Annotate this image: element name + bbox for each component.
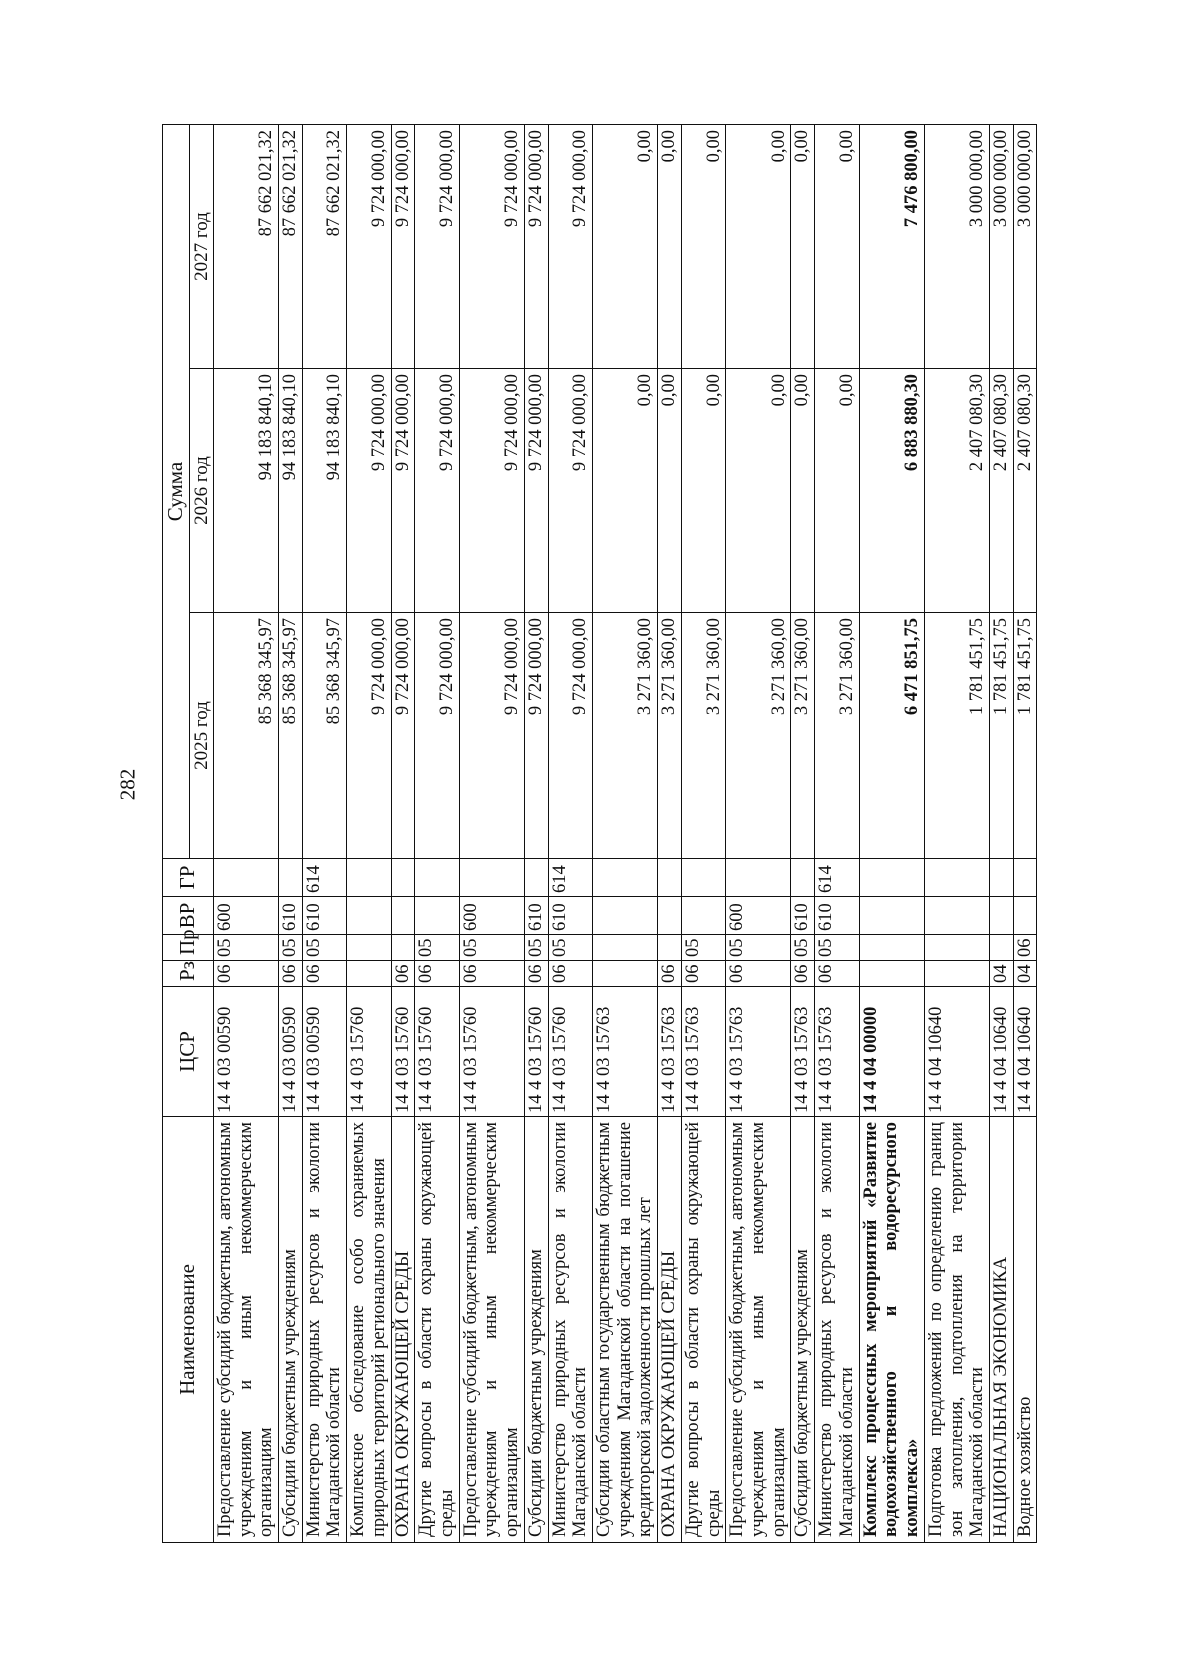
header-gr: ГР	[163, 859, 214, 897]
table-row	[415, 124, 459, 1542]
cell-csr: 14 4 03 15763	[791, 987, 815, 1117]
cell-amount-2026: 94 183 840,10	[278, 369, 302, 613]
table-row	[726, 124, 791, 1542]
cell-gr: 614	[302, 859, 346, 897]
cell-amount-2027: 9 724 000,00	[459, 124, 524, 368]
cell-name: Водное хозяйство	[1013, 1117, 1037, 1543]
cell-name: Министерство природных ресурсов и экологии Магаданской области	[548, 1117, 592, 1543]
table-body	[213, 124, 1037, 1542]
table-row	[815, 124, 859, 1542]
cell-amount-2025: 3 271 360,00	[726, 613, 791, 859]
table-row	[681, 124, 725, 1542]
cell-amount-2025: 9 724 000,00	[415, 613, 459, 859]
table-row	[658, 124, 682, 1542]
cell-gr	[415, 859, 459, 897]
cell-gr	[459, 859, 524, 897]
cell-amount-2025: 9 724 000,00	[459, 613, 524, 859]
cell-pr	[658, 935, 682, 961]
table-row	[593, 124, 658, 1542]
cell-vr	[391, 897, 415, 935]
cell-pr: 05	[548, 935, 592, 961]
cell-rz	[347, 961, 391, 987]
cell-amount-2026: 9 724 000,00	[391, 369, 415, 613]
cell-pr: 06	[1013, 935, 1037, 961]
cell-pr	[989, 935, 1013, 961]
cell-amount-2025: 85 368 345,97	[302, 613, 346, 859]
cell-pr: 05	[791, 935, 815, 961]
cell-amount-2027: 3 000 000,00	[924, 124, 989, 368]
table-row	[524, 124, 548, 1542]
cell-amount-2027: 3 000 000,00	[1013, 124, 1037, 368]
table-row	[347, 124, 391, 1542]
cell-gr	[347, 859, 391, 897]
table-row	[548, 124, 592, 1542]
cell-name: Субсидии бюджетным учреждениям	[524, 1117, 548, 1543]
cell-vr	[347, 897, 391, 935]
cell-amount-2026: 9 724 000,00	[548, 369, 592, 613]
cell-amount-2026: 2 407 080,30	[924, 369, 989, 613]
cell-csr: 14 4 04 10640	[1013, 987, 1037, 1117]
cell-amount-2027: 87 662 021,32	[213, 124, 278, 368]
cell-csr: 14 4 03 00590	[213, 987, 278, 1117]
cell-pr	[859, 935, 924, 961]
cell-pr: 05	[459, 935, 524, 961]
cell-rz: 04	[989, 961, 1013, 987]
cell-vr	[658, 897, 682, 935]
cell-csr: 14 4 03 15760	[347, 987, 391, 1117]
cell-csr: 14 4 04 10640	[989, 987, 1013, 1117]
cell-csr: 14 4 03 00590	[302, 987, 346, 1117]
cell-vr	[859, 897, 924, 935]
cell-amount-2025: 6 471 851,75	[859, 613, 924, 859]
cell-vr	[415, 897, 459, 935]
cell-rz: 06	[548, 961, 592, 987]
cell-name: Комплексное обследование особо охраняемых природных территорий регионального значения	[347, 1117, 391, 1543]
cell-name: Министерство природных ресурсов и экологии Магаданской области	[815, 1117, 859, 1543]
cell-vr: 600	[459, 897, 524, 935]
cell-vr	[924, 897, 989, 935]
page-number: 282	[115, 768, 140, 801]
cell-amount-2026: 9 724 000,00	[524, 369, 548, 613]
cell-csr: 14 4 03 15763	[815, 987, 859, 1117]
table-row	[278, 124, 302, 1542]
cell-rz: 06	[681, 961, 725, 987]
cell-name: Субсидии бюджетным учреждениям	[791, 1117, 815, 1543]
cell-amount-2027: 9 724 000,00	[524, 124, 548, 368]
cell-amount-2026: 0,00	[658, 369, 682, 613]
cell-rz: 06	[524, 961, 548, 987]
cell-amount-2026: 9 724 000,00	[415, 369, 459, 613]
cell-pr	[924, 935, 989, 961]
cell-amount-2027: 9 724 000,00	[548, 124, 592, 368]
header-year-2027: 2027 год	[189, 124, 213, 368]
cell-rz: 06	[415, 961, 459, 987]
cell-gr	[726, 859, 791, 897]
cell-gr	[791, 859, 815, 897]
table-row	[989, 124, 1013, 1542]
cell-amount-2027: 87 662 021,32	[278, 124, 302, 368]
table-row	[791, 124, 815, 1542]
cell-csr: 14 4 03 15760	[391, 987, 415, 1117]
cell-amount-2027: 87 662 021,32	[302, 124, 346, 368]
cell-amount-2025: 85 368 345,97	[213, 613, 278, 859]
cell-pr	[391, 935, 415, 961]
cell-name: Субсидии бюджетным учреждениям	[278, 1117, 302, 1543]
cell-amount-2027: 3 000 000,00	[989, 124, 1013, 368]
cell-amount-2025: 3 271 360,00	[593, 613, 658, 859]
header-year-2026: 2026 год	[189, 369, 213, 613]
cell-gr	[989, 859, 1013, 897]
cell-rz: 06	[213, 961, 278, 987]
cell-gr	[391, 859, 415, 897]
cell-csr: 14 4 03 15763	[726, 987, 791, 1117]
cell-amount-2027: 0,00	[815, 124, 859, 368]
cell-gr	[1013, 859, 1037, 897]
cell-amount-2026: 2 407 080,30	[1013, 369, 1037, 613]
cell-amount-2027: 7 476 800,00	[859, 124, 924, 368]
cell-amount-2027: 9 724 000,00	[347, 124, 391, 368]
cell-amount-2027: 0,00	[658, 124, 682, 368]
cell-rz: 06	[658, 961, 682, 987]
cell-amount-2026: 9 724 000,00	[347, 369, 391, 613]
cell-csr: 14 4 03 15763	[681, 987, 725, 1117]
cell-amount-2025: 9 724 000,00	[347, 613, 391, 859]
cell-name: Предоставление субсидий бюджетным, автономным учреждениям и иным некоммерческим организациям	[726, 1117, 791, 1543]
cell-amount-2025: 9 724 000,00	[548, 613, 592, 859]
table-row	[459, 124, 524, 1542]
cell-gr	[524, 859, 548, 897]
cell-amount-2025: 9 724 000,00	[524, 613, 548, 859]
cell-name: Предоставление субсидий бюджетным, автономным учреждениям и иным некоммерческим организациям	[459, 1117, 524, 1543]
cell-vr	[1013, 897, 1037, 935]
cell-vr	[593, 897, 658, 935]
cell-csr: 14 4 03 15763	[593, 987, 658, 1117]
cell-name: Подготовка предложений по определению границ зон затопления, подтопления на территории Магаданской области	[924, 1117, 989, 1543]
cell-gr	[859, 859, 924, 897]
cell-gr	[278, 859, 302, 897]
cell-csr: 14 4 03 00590	[278, 987, 302, 1117]
cell-name: Комплекс процессных мероприятий «Развитие водохозяйственного и водоресурсного комплекса»	[859, 1117, 924, 1543]
cell-amount-2026: 0,00	[593, 369, 658, 613]
cell-csr: 14 4 03 15763	[658, 987, 682, 1117]
cell-amount-2025: 1 781 451,75	[989, 613, 1013, 859]
cell-gr	[213, 859, 278, 897]
cell-vr	[681, 897, 725, 935]
cell-name: Другие вопросы в области охраны окружающей среды	[415, 1117, 459, 1543]
table-row	[924, 124, 989, 1542]
cell-amount-2026: 0,00	[791, 369, 815, 613]
cell-rz: 06	[391, 961, 415, 987]
cell-vr: 610	[791, 897, 815, 935]
cell-pr: 05	[726, 935, 791, 961]
table-row	[391, 124, 415, 1542]
cell-rz: 06	[302, 961, 346, 987]
cell-rz	[924, 961, 989, 987]
cell-csr: 14 4 03 15760	[459, 987, 524, 1117]
cell-vr: 610	[302, 897, 346, 935]
cell-gr	[658, 859, 682, 897]
cell-amount-2027: 0,00	[593, 124, 658, 368]
cell-amount-2027: 0,00	[726, 124, 791, 368]
header-vr: ВР	[163, 897, 214, 935]
cell-vr: 610	[278, 897, 302, 935]
cell-amount-2025: 9 724 000,00	[391, 613, 415, 859]
header-rz: Рз	[163, 961, 214, 987]
cell-pr: 05	[278, 935, 302, 961]
cell-rz: 06	[791, 961, 815, 987]
table-row	[213, 124, 278, 1542]
cell-vr	[989, 897, 1013, 935]
table-row	[302, 124, 346, 1542]
cell-amount-2026: 0,00	[681, 369, 725, 613]
table-row	[1013, 124, 1037, 1542]
cell-name: ОХРАНА ОКРУЖАЮЩЕЙ СРЕДЫ	[391, 1117, 415, 1543]
budget-table	[162, 124, 1037, 1543]
cell-name: Другие вопросы в области охраны окружающей среды	[681, 1117, 725, 1543]
cell-pr	[593, 935, 658, 961]
header-csr: ЦСР	[163, 987, 214, 1117]
cell-pr: 05	[524, 935, 548, 961]
cell-rz: 06	[278, 961, 302, 987]
cell-pr: 05	[415, 935, 459, 961]
cell-name: ОХРАНА ОКРУЖАЮЩЕЙ СРЕДЫ	[658, 1117, 682, 1543]
cell-rz: 06	[459, 961, 524, 987]
cell-amount-2025: 3 271 360,00	[791, 613, 815, 859]
header-sum: Сумма	[163, 124, 190, 858]
cell-amount-2026: 0,00	[726, 369, 791, 613]
cell-rz: 04	[1013, 961, 1037, 987]
cell-pr: 05	[302, 935, 346, 961]
cell-pr: 05	[681, 935, 725, 961]
table-row	[859, 124, 924, 1542]
cell-csr: 14 4 03 15760	[548, 987, 592, 1117]
cell-gr	[924, 859, 989, 897]
header-pr: Пр	[163, 935, 214, 961]
cell-amount-2025: 3 271 360,00	[815, 613, 859, 859]
cell-name: Министерство природных ресурсов и экологии Магаданской области	[302, 1117, 346, 1543]
cell-name: Субсидии областным государственным бюджетным учреждениям Магаданской области на погашение кредиторской задолженности прошлых лет	[593, 1117, 658, 1543]
cell-amount-2025: 3 271 360,00	[681, 613, 725, 859]
cell-amount-2026: 9 724 000,00	[459, 369, 524, 613]
cell-gr	[593, 859, 658, 897]
cell-amount-2026: 6 883 880,30	[859, 369, 924, 613]
cell-amount-2025: 1 781 451,75	[924, 613, 989, 859]
cell-amount-2027: 9 724 000,00	[391, 124, 415, 368]
cell-rz	[859, 961, 924, 987]
cell-gr: 614	[548, 859, 592, 897]
cell-vr: 610	[815, 897, 859, 935]
cell-csr: 14 4 04 10640	[924, 987, 989, 1117]
cell-gr	[681, 859, 725, 897]
cell-amount-2027: 9 724 000,00	[415, 124, 459, 368]
cell-rz: 06	[815, 961, 859, 987]
cell-rz	[593, 961, 658, 987]
cell-pr: 05	[815, 935, 859, 961]
cell-amount-2026: 0,00	[815, 369, 859, 613]
table-header	[163, 124, 214, 1542]
cell-rz: 06	[726, 961, 791, 987]
cell-vr: 610	[524, 897, 548, 935]
cell-amount-2026: 94 183 840,10	[302, 369, 346, 613]
cell-amount-2025: 1 781 451,75	[1013, 613, 1037, 859]
cell-amount-2026: 2 407 080,30	[989, 369, 1013, 613]
header-name: Наименование	[163, 1117, 214, 1543]
cell-name: Предоставление субсидий бюджетным, автономным учреждениям и иным некоммерческим организациям	[213, 1117, 278, 1543]
cell-csr: 14 4 03 15760	[524, 987, 548, 1117]
cell-pr	[347, 935, 391, 961]
cell-amount-2027: 0,00	[791, 124, 815, 368]
cell-name: НАЦИОНАЛЬНАЯ ЭКОНОМИКА	[989, 1117, 1013, 1543]
header-year-2025: 2025 год	[189, 613, 213, 859]
cell-amount-2025: 85 368 345,97	[278, 613, 302, 859]
cell-vr: 600	[726, 897, 791, 935]
cell-vr: 610	[548, 897, 592, 935]
cell-amount-2027: 0,00	[681, 124, 725, 368]
cell-amount-2025: 3 271 360,00	[658, 613, 682, 859]
cell-pr: 05	[213, 935, 278, 961]
cell-csr: 14 4 04 00000	[859, 987, 924, 1117]
cell-gr: 614	[815, 859, 859, 897]
cell-vr: 600	[213, 897, 278, 935]
cell-amount-2026: 94 183 840,10	[213, 369, 278, 613]
cell-csr: 14 4 03 15760	[415, 987, 459, 1117]
